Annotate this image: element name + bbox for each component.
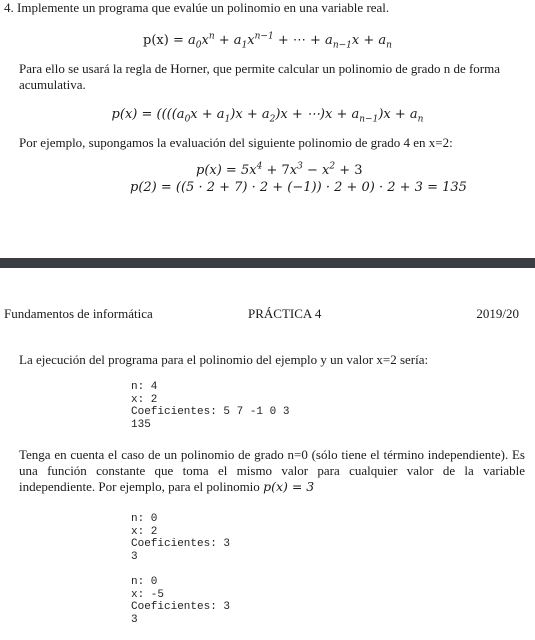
example-evaluation: p(2) = ((5 · 2 + 7) · 2 + (−1)) · 2 + 0) · 2 + 3 = 135 [130, 180, 467, 195]
header-practice-title: PRÁCTICA 4 [248, 306, 322, 321]
example-polynomial: $p(x) = 5x^4 + 7x^3 - x^2 + 3$ [196, 161, 363, 178]
header-course-name: Fundamentos de informática [4, 306, 153, 321]
horner-description: Para ello se usará la regla de Horner, que permite calcular un polinomio de grado n de forma acumulativa. [19, 61, 501, 92]
code-sample-xneg5: n: 0 x: -5 Coeficientes: 3 3 [131, 576, 231, 626]
example-description: Por ejemplo, supongamos la evaluación del siguiente polinomio de grado 4 en x=2: [19, 135, 453, 150]
constant-polynomial-note: Tenga en cuenta el caso de un polinomio de grado n=0 (sólo tiene el término independiente). Es una función constante que toma el mismo valor para cualquier valor de la variable independiente. Por ejemplo, para el polinomio p(x) = 3 [19, 447, 525, 494]
page-separator [0, 258, 535, 268]
run-description: La ejecución del programa para el polinomio del ejemplo y un valor x=2 sería: [19, 352, 429, 367]
polynomial-equation: $p(x) = a_0x^n + a_1x^{n-1}$ + ⋯ + $a_{n-1}x + a_n$ [143, 31, 392, 51]
code-sample-example: n: 4 x: 2 Coeficientes: 5 7 -1 0 3 135 [131, 381, 290, 431]
note-inline-math: p(x) = 3 [263, 479, 315, 494]
exercise-heading: 4. Implemente un programa que evalúe un polinomio en una variable real. [4, 0, 390, 15]
header-year: 2019/20 [476, 306, 519, 321]
horner-equation: $p(x) = ((((a_0x + a_1)x + a_2)x$ + ⋯)x + $a_{n-1})x + a_n$ [111, 107, 424, 125]
code-sample-x2: n: 0 x: 2 Coeficientes: 3 3 [131, 513, 231, 563]
